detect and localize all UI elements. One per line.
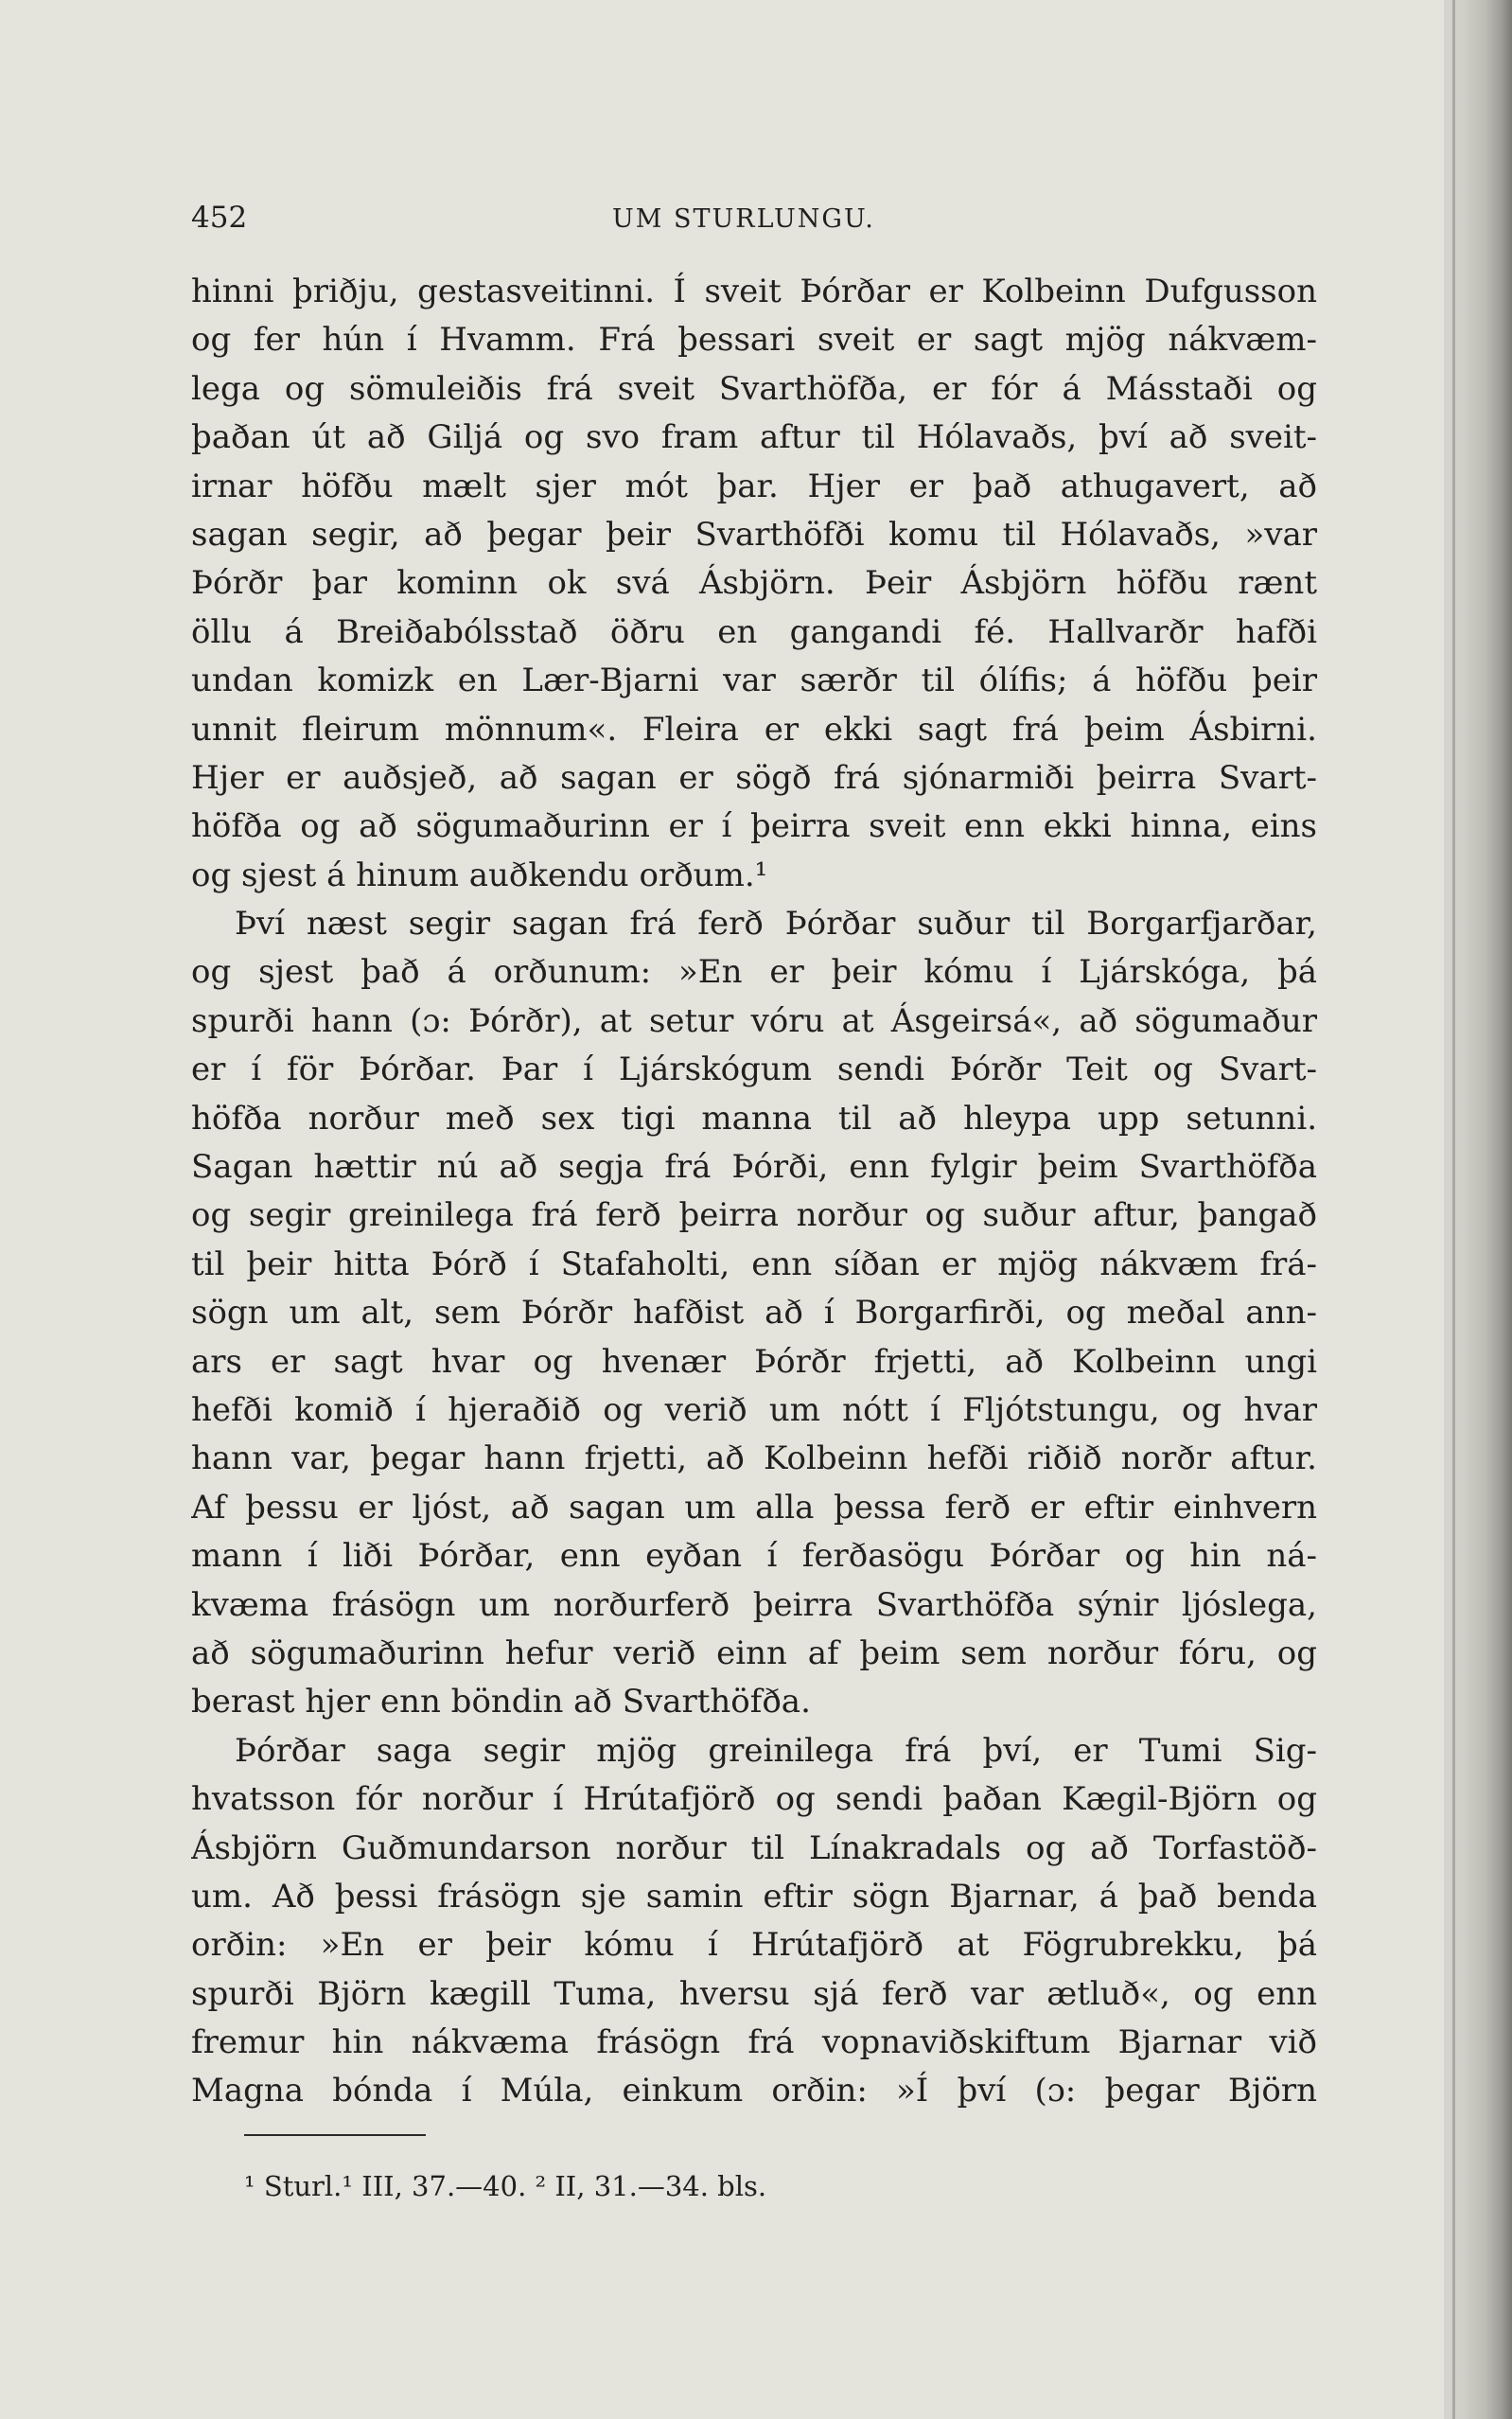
text-line: Þórðr þar kominn ok svá Ásbjörn. Þeir Ásbjörn höfðu rænt (191, 564, 1317, 603)
text-line: að sögumaðurinn hefur verið einn af þeim sem norður fóru, og (191, 1633, 1317, 1672)
text-line: og segir greinilega frá ferð þeirra norður og suður aftur, þangað (191, 1196, 1317, 1235)
footnote-rule (244, 2134, 426, 2136)
text-line: er í för Þórðar. Þar í Ljárskógum sendi Þórðr Teit og Svart- (191, 1051, 1317, 1089)
text-line: irnar höfðu mælt sjer mót þar. Hjer er það athugavert, að (191, 467, 1317, 505)
text-line: þaðan út að Giljá og svo fram aftur til Hólavaðs, því að sveit- (191, 418, 1317, 457)
text-line: hefði komið í hjeraðið og verið um nótt í Fljótstungu, og hvar (191, 1390, 1317, 1429)
text-line: og sjest það á orðunum: »En er þeir kómu í Ljárskóga, þá (191, 953, 1317, 992)
text-line: Hjer er auðsjeð, að sagan er sögð frá sjónarmiði þeirra Svart- (191, 758, 1317, 797)
text-line: hann var, þegar hann frjetti, að Kolbeinn hefði riðið norðr aftur. (191, 1439, 1317, 1478)
text-line: og fer hún í Hvamm. Frá þessari sveit er sagt mjög nákvæm- (191, 321, 1317, 360)
page-gutter-line (1452, 0, 1455, 2419)
text-line: spurði hann (ɔ: Þórðr), at setur vóru at Ásgeirsá«, að sögumaður (191, 1001, 1317, 1040)
text-line: lega og sömuleiðis frá sveit Svarthöfða, er fór á Másstaði og (191, 369, 1317, 408)
text-line: og sjest á hinum auðkendu orðum.¹ (191, 856, 768, 894)
footnote: ¹ Sturl.¹ III, 37.—40. ² II, 31.—34. bls. (244, 2170, 767, 2202)
text-line: Ásbjörn Guðmundarson norður til Línakradals og að Torfastöð- (191, 1828, 1317, 1867)
text-line: orðin: »En er þeir kómu í Hrútafjörð at Fögrubrekku, þá (191, 1926, 1317, 1965)
text-line: höfða og að sögumaðurinn er í þeirra sveit enn ekki hinna, eins (191, 807, 1317, 846)
running-title: UM STURLUNGU. (612, 204, 875, 234)
text-line: til þeir hitta Þórð í Stafaholti, enn síðan er mjög nákvæm frá- (191, 1245, 1317, 1283)
text-line: Því næst segir sagan frá ferð Þórðar suður til Borgarfjarðar, (235, 905, 1317, 944)
text-line: um. Að þessi frásögn sje samin eftir sögn Bjarnar, á það benda (191, 1877, 1317, 1916)
text-line: mann í liði Þórðar, enn eyðan í ferðasögu Þórðar og hin ná- (191, 1537, 1317, 1576)
text-line: höfða norður með sex tigi manna til að hleypa upp setunni. (191, 1099, 1317, 1138)
text-line: unnit fleirum mönnum«. Fleira er ekki sagt frá þeim Ásbirni. (191, 710, 1317, 749)
text-line: Magna bónda í Múla, einkum orðin: »Í því (ɔ: þegar Björn (191, 2072, 1317, 2110)
page-number: 452 (191, 201, 248, 235)
text-line: Þórðar saga segir mjög greinilega frá því, er Tumi Sig- (235, 1731, 1317, 1770)
text-line: ars er sagt hvar og hvenær Þórðr frjetti, að Kolbeinn ungi (191, 1342, 1317, 1381)
text-line: fremur hin nákvæma frásögn frá vopnaviðskiftum Bjarnar við (191, 2023, 1317, 2062)
text-line: undan komizk en Lær-Bjarni var særðr til ólífis; á höfðu þeir (191, 662, 1317, 700)
body-text (191, 268, 1317, 2116)
text-line: sögn um alt, sem Þórðr hafðist að í Borgarfirði, og meðal ann- (191, 1294, 1317, 1333)
text-line: Af þessu er ljóst, að sagan um alla þessa ferð er eftir einhvern (191, 1488, 1317, 1527)
text-line: sagan segir, að þegar þeir Svarthöfði komu til Hólavaðs, »var (191, 515, 1317, 554)
text-line: spurði Björn kægill Tuma, hversu sjá ferð var ætluð«, og enn (191, 1974, 1317, 2013)
page-header (191, 201, 1317, 248)
text-line: hinni þriðju, gestasveitinni. Í sveit Þórðar er Kolbeinn Dufgusson (191, 273, 1317, 310)
text-line: öllu á Breiðabólsstað öðru en gangandi fé. Hallvarðr hafði (191, 612, 1317, 651)
text-line: Sagan hættir nú að segja frá Þórði, enn fylgir þeim Svarthöfða (191, 1148, 1317, 1187)
text-line: hvatsson fór norður í Hrútafjörð og sendi þaðan Kægil-Björn og (191, 1780, 1317, 1819)
text-line: kvæma frásögn um norðurferð þeirra Svarthöfða sýnir ljóslega, (191, 1585, 1317, 1624)
text-line: berast hjer enn böndin að Svarthöfða. (191, 1683, 811, 1722)
